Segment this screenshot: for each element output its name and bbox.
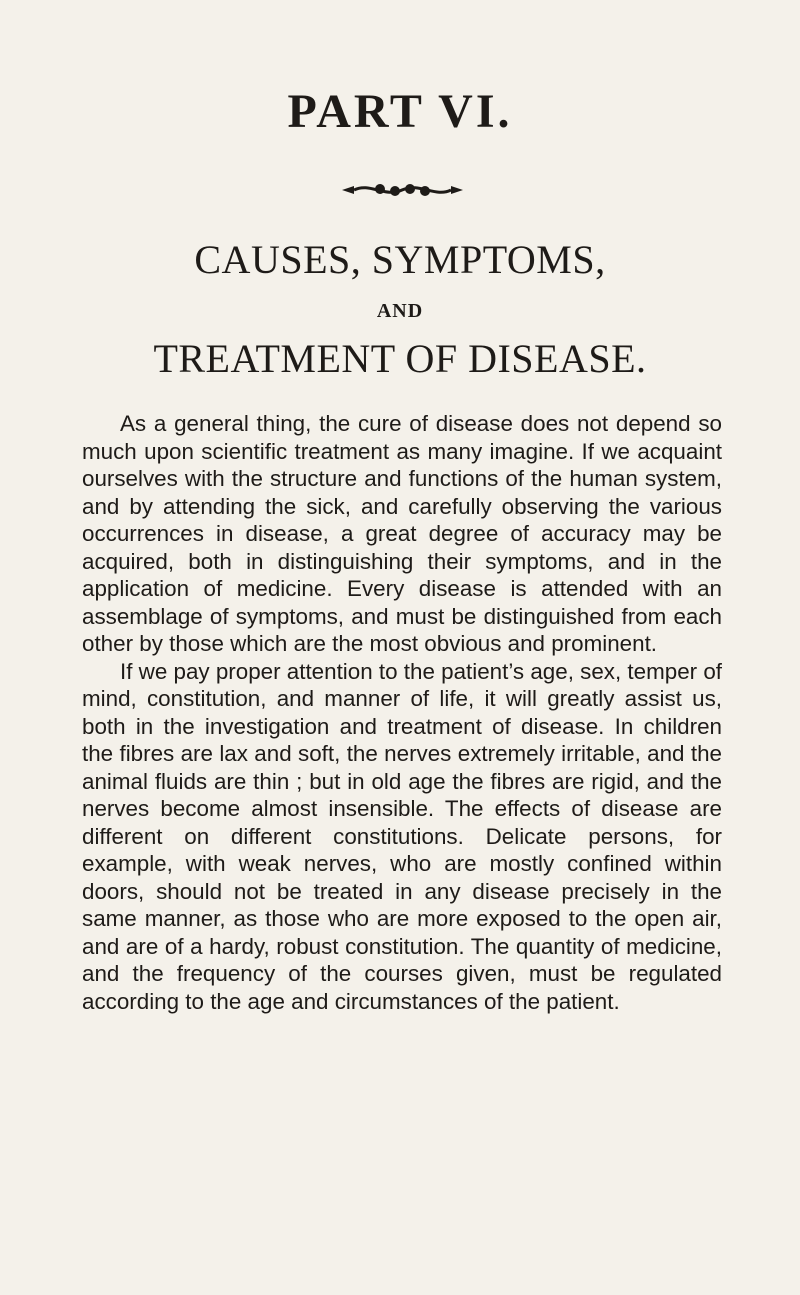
part-heading: PART VI. <box>287 85 513 138</box>
paragraph: As a general thing, the cure of disease does not depend so much upon scientific treatment as many imagine. If we acquaint ourselves with the structure and functions of the human system, and by attending the sick, and carefully observing the various occurrences in disease, a great degree of accuracy may be acquired, both in distinguishing their symptoms, and in the application of medicine. Every disease is attended with an assemblage of symptoms, and must be distinguished from each other by those which are the most obvious and prominent. <box>82 411 722 656</box>
chapter-title: CAUSES, SYMPTOMS, <box>194 237 606 282</box>
body-text <box>82 410 722 1015</box>
decorative-ornament-icon <box>340 178 465 202</box>
title-conjunction: AND <box>376 300 424 322</box>
chapter-subtitle: TREATMENT OF DISEASE. <box>153 336 647 381</box>
paragraph: If we pay proper attention to the patient’s age, sex, temper of mind, constitution, and manner of life, it will greatly assist us, both in the investigation and treatment of disease. In children the fibres are lax and soft, the nerves extremely irritable, and the animal fluids are thin ; but in old age the fibres are rigid, and the nerves become almost insensible. The effects of disease are different on different constitutions. Delicate persons, for example, with weak nerves, who are mostly confined within doors, should not be treated in any disease precisely in the same manner, as those who are more exposed to the open air, and are of a hardy, robust constitution. The quantity of medicine, and the frequency of the courses given, must be regulated according to the age and circumstances of the patient. <box>82 658 723 1014</box>
